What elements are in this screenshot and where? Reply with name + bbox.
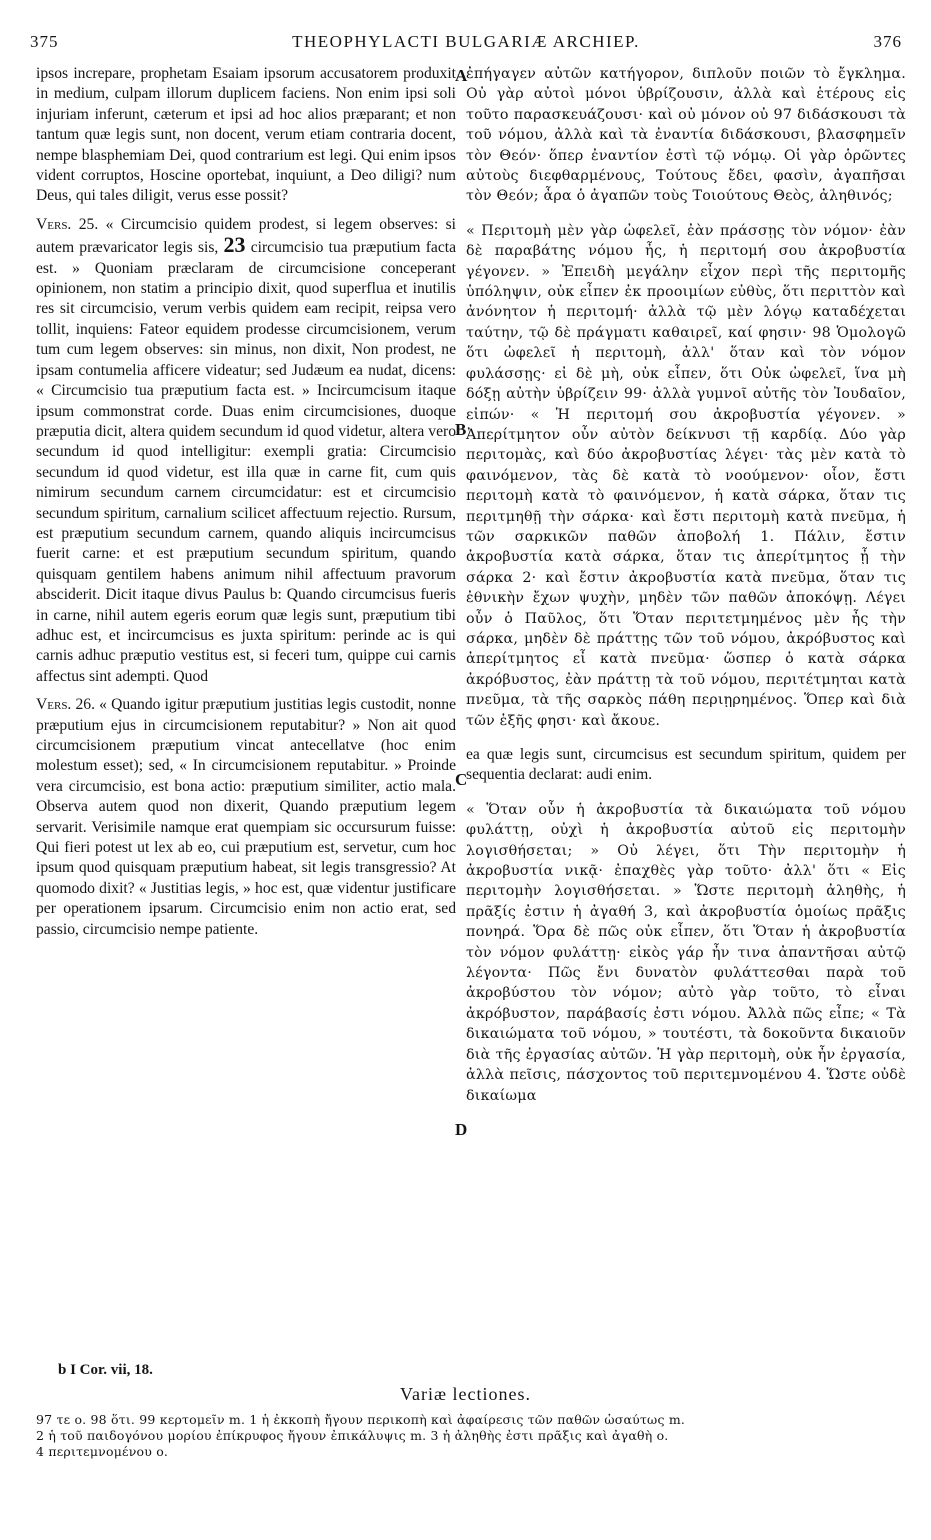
variae-lectiones-heading: Variæ lectiones. — [400, 1384, 531, 1404]
variae-lectiones — [36, 1412, 906, 1460]
margin-letter-c: C — [455, 770, 468, 789]
latin-paragraph-2 — [36, 215, 456, 687]
variae-line-3: 4 περιτεμνομένου ο. — [36, 1444, 169, 1459]
greek-paragraph-3: « Ὅταν οὖν ἡ ἀκροβυστία τὰ δικαιώματα τοῦ νόμου φυλάττῃ, οὐχὶ ἡ ἀκροβυστία αὐτοῦ εἰς περιτομὴν λογισθήσεται; » Οὐ λέγει, ὅτι Τὴν περιτομὴν ἡ ἀκροβυστία νικᾷ· ἐπαχθὲς γὰρ τοῦτο· ἀλλ' ὅτι « Εἰς περιτομὴν λογισθήσεται. » Ὥστε περιτομὴ ἀληθὴς, ἡ πρᾶξίς ἐστιν ἡ ἀγαθή 3, καὶ ἀκροβυστία ὁμοίως πρᾶξις πονηρά. Ὅρα δὲ πῶς οὐκ εἶπεν, ὅτι Ὅταν ἡ ἀκροβυστία τὸν νόμον φυλάττῃ· εἰκὸς γάρ ἦν τινα ἀπαντῆσαι αὐτῷ λέγοντα· Πῶς ἔνι δυνατὸν φυλάττεσθαι παρὰ τοῦ ἀκροβύστου τὸν νόμον; αὐτὸ γὰρ τοῦτο, τὸ εἶναι ἀκρόβυστον, παράβασίς ἐστι νόμου. Ἀλλὰ πῶς εἶπε; « Τὰ δικαιώματα τοῦ νόμου, » τουτέστι, τὰ δοκοῦντα δικαιοῦν διὰ τῆς ἐργασίας αὐτῶν. Ἡ γὰρ περιτομὴ, οὐκ ἦν ἐργασία, ἀλλὰ πεῖσις, πάσχοντος τοῦ περιτεμνομένου 4. Ὥστε οὐδὲ δικαίωμα — [466, 801, 906, 1104]
latin-paragraph-3 — [36, 695, 456, 940]
latin-paragraph-1: ipsos increpare, prophetam Esaiam ipsorum accusatorem produxit in medium, culpam illorum duplicem faciens. Non enim ipsi soli injuriam inferunt, cæterum et ipsi ad hoc alios præparant; et non tantum quæ legis sunt, non docent, verum etiam contraria docent, nempe blasphemiam Dei, quod contrarium est legi. Qui enim ipsos vident corruptos, Hoscine oportebat, inquiunt, a Deo diligi? num Deus, qui tales diligit, verus esse possit? — [36, 65, 456, 205]
verse-label-25: Vers. 25. — [36, 215, 99, 233]
latin-paragraph-2-part-a: « Circumcisio quidem prodest, si legem observes: si autem prævaricator legis sis, — [36, 215, 456, 257]
variae-line-2: 2 ἡ τοῦ παιδογόνου μορίου ἐπίκρυφος ἤγουν ἐπικάλυψις m. 3 ἡ ἀληθὴς ἐστι πρᾶξις καὶ ἀγαθὴ ο. — [36, 1428, 669, 1443]
latin-paragraph-3-text: « Quando igitur præputium justitias legis custodit, nonne præputium ejus in circumcisionem reputabitur? » Non ait quod circumcisionem præputium vincat antecellatve (hoc enim molestum esset); sed, « In circumcisionem reputabitur. » Proinde vera circumcisio, est bona actio: præputium similiter, actio mala. Observa autem quod non dixerit, Quando præputium legem servarit. Verisimile namque erat quempiam sic occursurum fuisse: Qui fieri potest ut lex ab eo, cui præputium est, servetur, cum hoc ipsum quod quisquam præputium habeat, sit legis transgressio? At quomodo dixit? « Justitias legis, » hoc est, quæ videntur justificare per operationem ipsarum. Circumcisio enim non actio erat, sed passio, circumcisio nempe patiente. — [36, 696, 456, 938]
greek-paragraph-2: « Περιτομὴ μὲν γὰρ ὠφελεῖ, ἐὰν πράσσῃς τὸν νόμον· ἐὰν δὲ παραβάτης νόμου ἦς, ἡ περιτομή σου ἀκροβυστία γέγονεν. » Ἐπειδὴ μεγάλην εἶχον περὶ τῆς περιτομῆς ὑπόληψιν, οὐκ εἶπεν ἐκ προοιμίων εὐθὺς, ὅτι περιττὸν καὶ ἀνόνητον ἡ περιτομή· ἀλλὰ τῷ μὲν λόγῳ καταδέχεται ταύτην, τῷ δὲ πράγματι καθαιρεῖ, καί φησιν· 98 Ὁμολογῶ ὅτι ὠφελεῖ ἡ περιτομὴ, ἀλλ' ὅταν καὶ τὸν νόμον φυλάσσῃς· εἰ δὲ μὴ, οὐκ εἶπεν, ὅτι Οὐκ ὠφελεῖ, ἵνα μὴ δόξῃ αὐτὴν ὑβρίζειν 99· ἀλλὰ γυμνοῖ αὐτῆς τὸν Ἰουδαῖον, εἰπών· « Ἡ περιτομή σου ἀκροβυστία γέγονεν. » Ἀπερίτμητον οὖν αὐτὸν δείκνυσι τῇ καρδίᾳ. Δύο γὰρ περιτομὰς, καὶ δύο ἀκροβυστίας λέγει· τὰς μὲν κατὰ τὸ φαινόμενον, τὰς δὲ κατὰ τὸ νοούμενον· οἷον, ἔστι περιτομὴ κατὰ τὸ φαινόμενον, ἡ κατὰ σάρκα, ὅταν τις περιτμηθῇ τὴν σάρκα· καὶ ἔστι περιτομὴ κατὰ πνεῦμα, ἡ τῶν σαρκικῶν παθῶν ἀποβολή 1. Πάλιν, ἔστιν ἀκροβυστία κατὰ σάρκα, ὅταν τις ἀπερίτμητος ᾖ τὴν σάρκα 2· καὶ ἔστιν ἀκροβυστία κατὰ πνεῦμα, ὅταν τις ἐθνικὴν ἔχων ψυχὴν, μηδὲν τῶν παθῶν ἀποκόψῃ. Λέγει οὖν ὁ Παῦλος, ὅτι Ὅταν περιτετμημένος μὲν ἦς τὴν σάρκα, μηδὲν δὲ πράττῃς τῶν τοῦ νόμου, ἀκρόβυστος καὶ ἀπερίτμητος εἶ κατὰ πνεῦμα· ὥσπερ ὁ κατὰ σάρκα ἀκρόβυστος, ἐὰν πράττῃ τὰ τοῦ νόμου, περιτέτμηται κατὰ πνεῦμα, τὰ τῆς σαρκὸς πάθη περιῃρημένος. Ὅπερ καὶ διὰ τῶν ἑξῆς φησι· καὶ ἄκουε. — [466, 222, 906, 729]
margin-letter-b: B — [455, 420, 467, 439]
latin-column — [36, 64, 456, 940]
verse-label-26: Vers. 26. — [36, 696, 95, 714]
margin-letter-d: D — [455, 1120, 468, 1139]
variae-line-1: 97 τε ο. 98 ὅτι. 99 κερτομεῖν m. 1 ἡ ἐκκοπὴ ἤγουν περικοπὴ καὶ ἀφαίρεσις τῶν παθῶν ὡσαύτως m. — [36, 1412, 686, 1427]
page-header — [30, 32, 902, 62]
footnote: b I Cor. vii, 18. — [58, 1362, 153, 1378]
page-number-left: 375 — [30, 32, 59, 51]
latin-paragraph-2-part-b: circumcisio tua præputium facta est. » Quoniam præclaram de circumcisione conceperant opinionem, non statim a principio dixit, quod superflua et inutilis res sit circumcisio, verum verbis quidem eam recipit, reipsa vero tollit, inquiens: Fateor equidem prodesse circumcisionem, verum tum cum legem observes: sin minus, non dixit, Non prodest, ne ipsam contumelia afficere videatur; sed Judæum ea nudat, dicens: « Circumcisio tua præputium facta est. » Incircumcisum itaque ipsum commonstrat corde. Duas enim circumcisiones, duoque præputia dicit, altera quidem secundum id quod videtur, altera vero secundum id quod intelligitur: exempli gratia: Circumcisio secundum id quod videtur, est illa quæ in carne fit, cum quis nimirum secundum carnem circumcidatur: est et circumcisio secundum spiritum, carnalium scilicet affectuum rejectio. Rursum, est præputium secundum carnem, quando aliquis incircumcisus fuerit carne: et est præputium secundum spiritum, quando quisquam gentilem habens animum nihil affectuum pravorum absciderit. Dicit itaque divus Paulus b: Quando circumcisus fueris in carne, nihil autem egeris eorum quæ legis sunt, præputium tibi adhuc est, et incircumcisus es juxta spiritum: perinde ac is qui carnis adhuc præputio vestitus est, si feceri tum, quippe cui carnis affectus sint adempti. Quod — [36, 239, 456, 685]
page-number-right: 376 — [873, 32, 902, 51]
latin-continuation: ea quæ legis sunt, circumcisus est secundum spiritum, quidem per sequentia declarat: audi enim. — [466, 746, 906, 784]
running-title: THEOPHYLACTI BULGARIÆ ARCHIEP. — [292, 32, 640, 51]
margin-letter-a: A — [455, 66, 468, 85]
greek-column — [466, 64, 906, 1106]
column-number-marker: 23 — [223, 232, 246, 258]
greek-paragraph-1: ἐπήγαγεν αὐτῶν κατήγορον, διπλοῦν ποιῶν τὸ ἔγκλημα. Οὐ γὰρ αὐτοὶ μόνοι ὑβρίζουσιν, ἀλλὰ καὶ ἑτέρους εἰς τοῦτο παρασκευάζουσι· καὶ οὐ μόνον οὐ 97 διδάσκουσι τὰ τοῦ νόμου, ἀλλὰ καὶ τὰ ἐναντία διδάσκουσι, βλασφημεῖν τὸν Θεόν· ὅπερ ἐναντίον ἐστὶ τῷ νόμῳ. Οἱ γὰρ ὁρῶντες αὐτοὺς διεφθαρμένους, Τούτους ἔδει, φασὶν, ἀγαπῆσαι τὸν Θεόν; ἆρα ὁ ἀγαπῶν τοὺς Τοιούτους Θεὸς, ἀληθινός; — [466, 66, 906, 205]
